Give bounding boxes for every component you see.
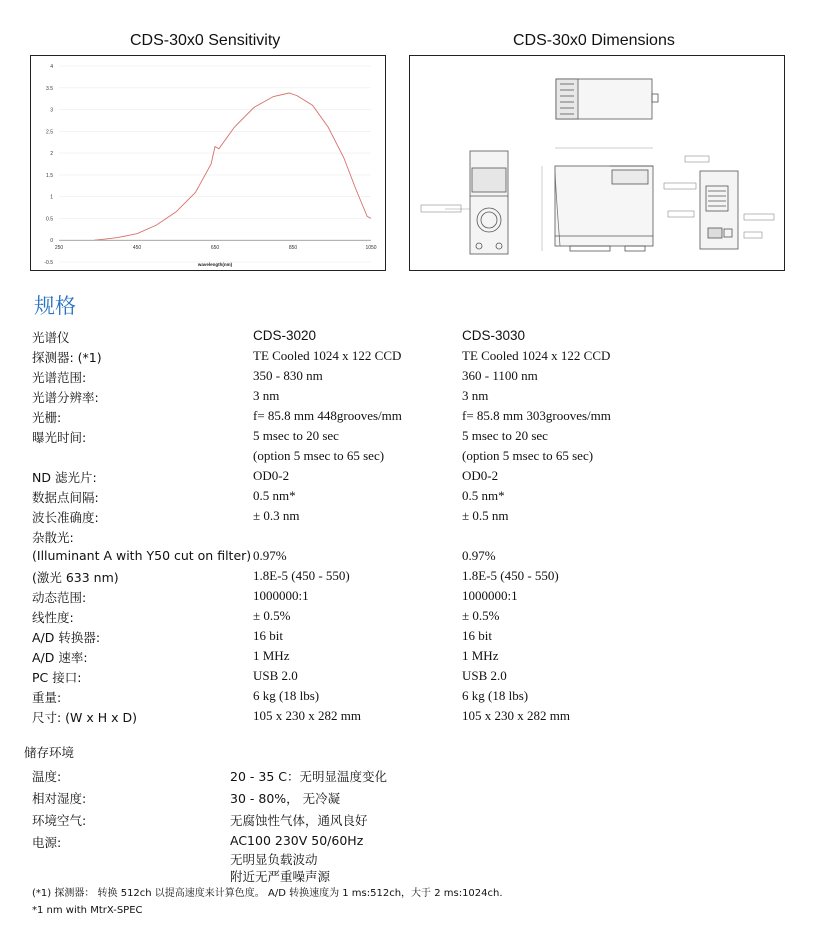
spec-row <box>0 528 815 548</box>
spec-row <box>0 608 815 628</box>
spec-value-cds3030: f= 85.8 mm 303grooves/mm <box>462 408 611 423</box>
sensitivity-chart-title: CDS-30x0 Sensitivity <box>130 32 281 49</box>
spec-value-cds3030: 1 MHz <box>462 648 499 663</box>
spec-value-cds3020: 16 bit <box>253 628 283 643</box>
x-tick-label: 1050 <box>365 245 377 252</box>
environment-label: 环境空气: <box>32 813 87 828</box>
spec-value-cds3020: USB 2.0 <box>253 668 298 683</box>
environment-label: 温度: <box>32 769 62 784</box>
environment-label: 相对湿度: <box>32 791 87 806</box>
y-tick-label: 0.5 <box>46 216 53 223</box>
spec-row <box>0 388 815 408</box>
spec-value-cds3020: 3 nm <box>253 388 280 403</box>
spec-row <box>0 488 815 508</box>
spec-value-cds3020: 6 kg (18 lbs) <box>253 688 320 703</box>
x-tick-label: 450 <box>132 245 142 252</box>
x-tick-label: 250 <box>54 245 64 252</box>
spec-label: 杂散光: <box>32 530 74 545</box>
dimensions-drawing-frame <box>409 55 785 271</box>
spec-value-cds3030: CDS-3030 <box>462 328 526 343</box>
spec-value-cds3030: ± 0.5% <box>462 608 500 623</box>
spec-value-cds3030: 0.5 nm* <box>462 488 505 503</box>
spec-value-cds3030: 3 nm <box>462 388 489 403</box>
spec-value-cds3020: ± 0.5% <box>253 608 291 623</box>
spec-row <box>0 428 815 448</box>
environment-label: 电源: <box>32 835 62 850</box>
sensitivity-series-line <box>94 93 371 240</box>
spec-value-cds3020: (option 5 msec to 65 sec) <box>253 448 385 463</box>
spec-row <box>0 468 815 488</box>
x-tick-label: 850 <box>288 245 298 252</box>
spec-value-cds3020: TE Cooled 1024 x 122 CCD <box>253 348 402 363</box>
spec-value-cds3030: ± 0.5 nm <box>462 508 509 523</box>
spec-row <box>0 508 815 528</box>
spec-value-cds3020: 1 MHz <box>253 648 290 663</box>
spec-label: 波长准确度: <box>32 510 99 525</box>
spec-label: 光谱范围: <box>32 370 87 385</box>
sensitivity-chart <box>31 56 385 270</box>
spec-value-cds3020: 1.8E-5 (450 - 550) <box>253 568 350 583</box>
spec-value-cds3020: ± 0.3 nm <box>253 508 300 523</box>
spec-value-cds3020: 350 - 830 nm <box>253 368 323 383</box>
spec-row <box>0 368 815 388</box>
sensitivity-chart-frame <box>30 55 386 271</box>
spec-row <box>0 588 815 608</box>
environment-value: AC100 230V 50/60Hz <box>230 833 364 848</box>
side-view-drawing <box>542 148 653 251</box>
spec-value-cds3020: 105 x 230 x 282 mm <box>253 708 361 723</box>
spec-value-cds3020: CDS-3020 <box>253 328 317 343</box>
front-view-drawing <box>421 151 508 254</box>
spec-label: 数据点间隔: <box>32 490 99 505</box>
environment-row <box>0 767 815 787</box>
spec-row <box>0 448 815 468</box>
footnote-detector: (*1) 探测器： 转换 512ch 以提高速度来计算色度。 A/D 转换速度为 1 ms:512ch，大于 2 ms:1024ch. <box>32 888 503 899</box>
environment-value: 20 - 35 C：无明显温度变化 <box>230 769 387 784</box>
spec-value-cds3030: OD0-2 <box>462 468 499 483</box>
environment-value: 无明显负载波动 <box>230 852 318 867</box>
spec-row <box>0 648 815 668</box>
spec-label: A/D 速率: <box>32 650 88 665</box>
spec-value-cds3020: 0.5 nm* <box>253 488 296 503</box>
x-tick-label: 650 <box>210 245 220 252</box>
back-view-drawing <box>664 156 774 249</box>
spec-value-cds3030: 1.8E-5 (450 - 550) <box>462 568 559 583</box>
environment-value: 30 - 80%， 无冷凝 <box>230 791 341 806</box>
environment-row <box>0 789 815 809</box>
y-tick-label: 2.5 <box>46 129 53 136</box>
y-tick-label: 1.5 <box>46 172 53 179</box>
spec-label: 光谱仪 <box>32 330 70 345</box>
spec-value-cds3030: (option 5 msec to 65 sec) <box>462 448 594 463</box>
spec-label: ND 滤光片: <box>32 470 97 485</box>
environment-value: 附近无严重噪声源 <box>230 869 331 884</box>
spec-value-cds3020: f= 85.8 mm 448grooves/mm <box>253 408 402 423</box>
spec-header-row <box>0 328 815 348</box>
spec-value-cds3020: 0.97% <box>253 548 287 563</box>
x-axis-label: wavelength(nm) <box>197 262 233 267</box>
spec-row <box>0 708 815 728</box>
spec-value-cds3030: 105 x 230 x 282 mm <box>462 708 570 723</box>
spec-heading: 规格 <box>34 294 76 318</box>
spec-value-cds3030: 5 msec to 20 sec <box>462 428 548 443</box>
footnote-data-interval: *1 nm with MtrX-SPEC <box>32 905 143 916</box>
spec-label: 探测器: (*1) <box>32 350 102 365</box>
spec-label: 尺寸: (W x H x D) <box>32 710 138 725</box>
spec-value-cds3030: 1000000:1 <box>462 588 518 603</box>
spec-value-cds3020: 1000000:1 <box>253 588 309 603</box>
spec-value-cds3030: 0.97% <box>462 548 496 563</box>
spec-value-cds3030: USB 2.0 <box>462 668 507 683</box>
spec-row <box>0 408 815 428</box>
dimensions-figure-title: CDS-30x0 Dimensions <box>513 32 675 49</box>
spec-value-cds3020: 5 msec to 20 sec <box>253 428 339 443</box>
spec-label: 线性度: <box>32 610 74 625</box>
spec-label: 光栅: <box>32 410 62 425</box>
y-tick-label: 1 <box>50 194 53 201</box>
spec-row <box>0 348 815 368</box>
spec-label: 动态范围: <box>32 590 87 605</box>
environment-value: 无腐蚀性气体，通风良好 <box>230 813 368 828</box>
spec-value-cds3030: 360 - 1100 nm <box>462 368 538 383</box>
top-view-drawing <box>556 79 658 119</box>
spec-label: (激光 633 nm) <box>32 570 119 585</box>
y-tick-label: 3 <box>50 107 53 114</box>
y-tick-label: 0 <box>50 238 53 245</box>
storage-environment-heading: 储存环境 <box>24 745 75 760</box>
spec-value-cds3030: 6 kg (18 lbs) <box>462 688 529 703</box>
environment-row <box>0 833 815 884</box>
spec-label: 重量: <box>32 690 62 705</box>
spec-value-cds3030: 16 bit <box>462 628 492 643</box>
spec-row <box>0 548 815 568</box>
dimensions-drawing <box>410 56 784 270</box>
y-tick-label: 2 <box>50 151 53 158</box>
spec-value-cds3030: TE Cooled 1024 x 122 CCD <box>462 348 611 363</box>
environment-row <box>0 811 815 831</box>
spec-row <box>0 568 815 588</box>
spec-label: PC 接口: <box>32 670 82 685</box>
y-tick-label: 3.5 <box>46 85 53 92</box>
spec-row <box>0 668 815 688</box>
spec-label: 光谱分辨率: <box>32 390 99 405</box>
spec-label: A/D 转换器: <box>32 630 101 645</box>
spec-label: (Illuminant A with Y50 cut on filter) <box>32 548 252 563</box>
spec-label: 曝光时间: <box>32 430 87 445</box>
y-tick-label: 4 <box>50 64 53 70</box>
y-tick-label: -0.5 <box>44 260 53 266</box>
spec-row <box>0 628 815 648</box>
spec-value-cds3020: OD0-2 <box>253 468 290 483</box>
spec-row <box>0 688 815 708</box>
